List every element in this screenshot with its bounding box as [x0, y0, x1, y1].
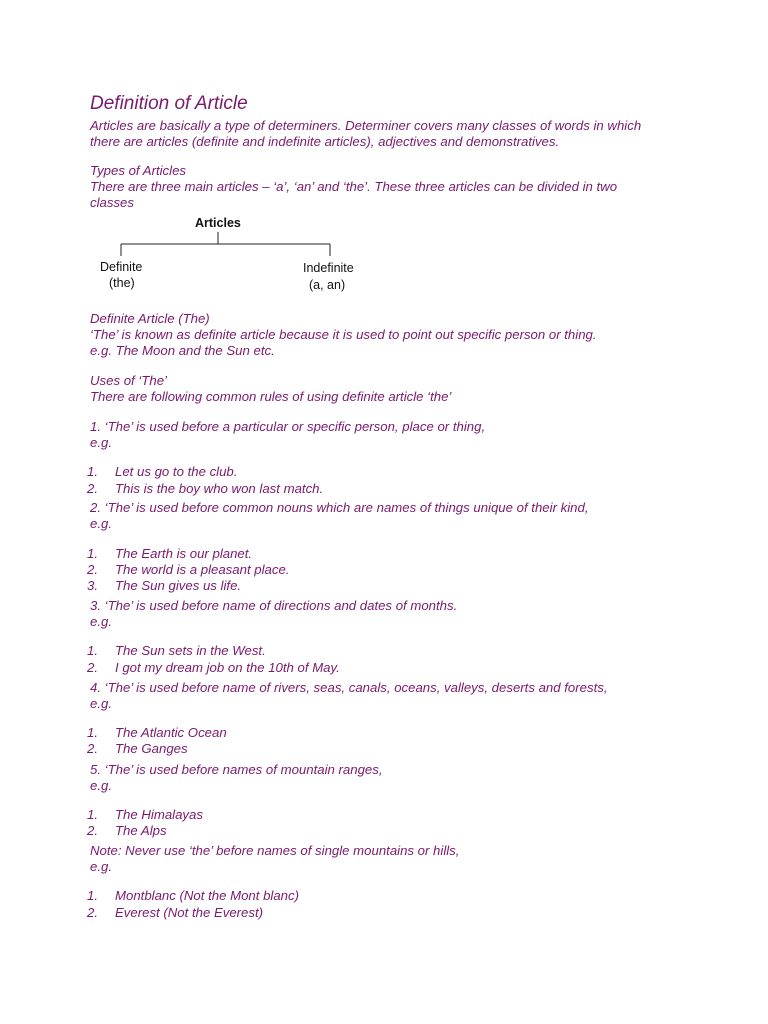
document-page: Definition of Article Articles are basically a type of determiners. Determiner covers many classes of words in which there are articles (definite and indefinite articles), adjectives and demonstratives. Types of Articles There are three main articles – ‘a’, ‘an’ and ‘the’. These three articles can be divided in two classes Articles Definite (the) Indefinite (a, an) Definite Article (The) ‘The’ is known as definite article because it is used to point out specific person or thing. e.g. The Moon and the Sun etc. Uses of ‘The’ There are following common rules of using definite article ‘the’ 1. ‘The’ is used before a particular or specific person, place or thing, e.g. 1. Let us go to the club. 2. This is the boy who won last match. 2. ‘The’ is used before common nouns which are names of things unique of their kind, e.g. 1. The Earth is our planet. 2. The world is a pleasant place. 3. The Sun gives us life. 3. ‘The’ is used before name of directions and dates of months. e.g. 1. The Sun sets in the West. 2. I got my dream job on the 10th of May. 4. ‘The’ is used before name of rivers, seas, canals, oceans, valleys, deserts and forests, e.g. 1. The Atlantic Ocean 2. The Ganges 5. ‘The’ is used before names of mountain ranges, e.g. 1. The Himalayas 2. The Alps Note: Never use ‘the’ before names of single mountains or hills, e.g. 1. Montblanc (Not the Mont blanc) 2. Everest (Not the Everest) — [87, 93, 642, 920]
diagram-root-label: Articles — [195, 216, 241, 230]
uses-intro: There are following common rules of using definite article ‘the’ — [90, 389, 452, 404]
definite-heading: Definite Article (The) — [90, 311, 210, 326]
intro-line-1: Articles are basically a type of determiners. Determiner covers many classes of words in which — [90, 118, 642, 133]
diagram-right-sub: (a, an) — [309, 278, 346, 292]
diagram-left-sub: (the) — [109, 276, 135, 290]
rule-1-eg: e.g. — [90, 435, 112, 450]
note-eg: e.g. — [90, 859, 112, 874]
rule-3-text: 3. ‘The’ is used before name of directions and dates of months. — [90, 598, 458, 613]
rule-4-eg: e.g. — [90, 696, 112, 711]
rule-5-eg: e.g. — [90, 778, 112, 793]
diagram-left-label: Definite — [100, 260, 143, 274]
rule-2-text: 2. ‘The’ is used before common nouns which are names of things unique of their kind, — [90, 500, 589, 515]
types-heading: Types of Articles — [90, 163, 187, 178]
note-text: Note: Never use ‘the’ before names of single mountains or hills, — [90, 843, 460, 858]
uses-heading: Uses of ‘The’ — [90, 373, 167, 388]
rule-3-eg: e.g. — [90, 614, 112, 629]
types-text-line-1: There are three main articles – ‘a’, ‘an’ and ‘the’. These three articles can be divided in two — [90, 179, 618, 194]
diagram-right-label: Indefinite — [303, 261, 354, 275]
definite-example: e.g. The Moon and the Sun etc. — [90, 343, 275, 358]
rule-1-text: 1. ‘The’ is used before a particular or specific person, place or thing, — [90, 419, 486, 434]
rule-5-text: 5. ‘The’ is used before names of mountain ranges, — [90, 762, 383, 777]
types-text-line-2: classes — [90, 195, 134, 210]
rule-4-text: 4. ‘The’ is used before name of rivers, seas, canals, oceans, valleys, deserts and forests, — [90, 680, 608, 695]
intro-line-2: there are articles (definite and indefinite articles), adjectives and demonstratives. — [90, 134, 560, 149]
definite-text: ‘The’ is known as definite article because it is used to point out specific person or thing. — [90, 327, 597, 342]
page-title: Definition of Article — [90, 93, 248, 114]
rule-2-eg: e.g. — [90, 516, 112, 531]
articles-diagram — [95, 214, 365, 300]
